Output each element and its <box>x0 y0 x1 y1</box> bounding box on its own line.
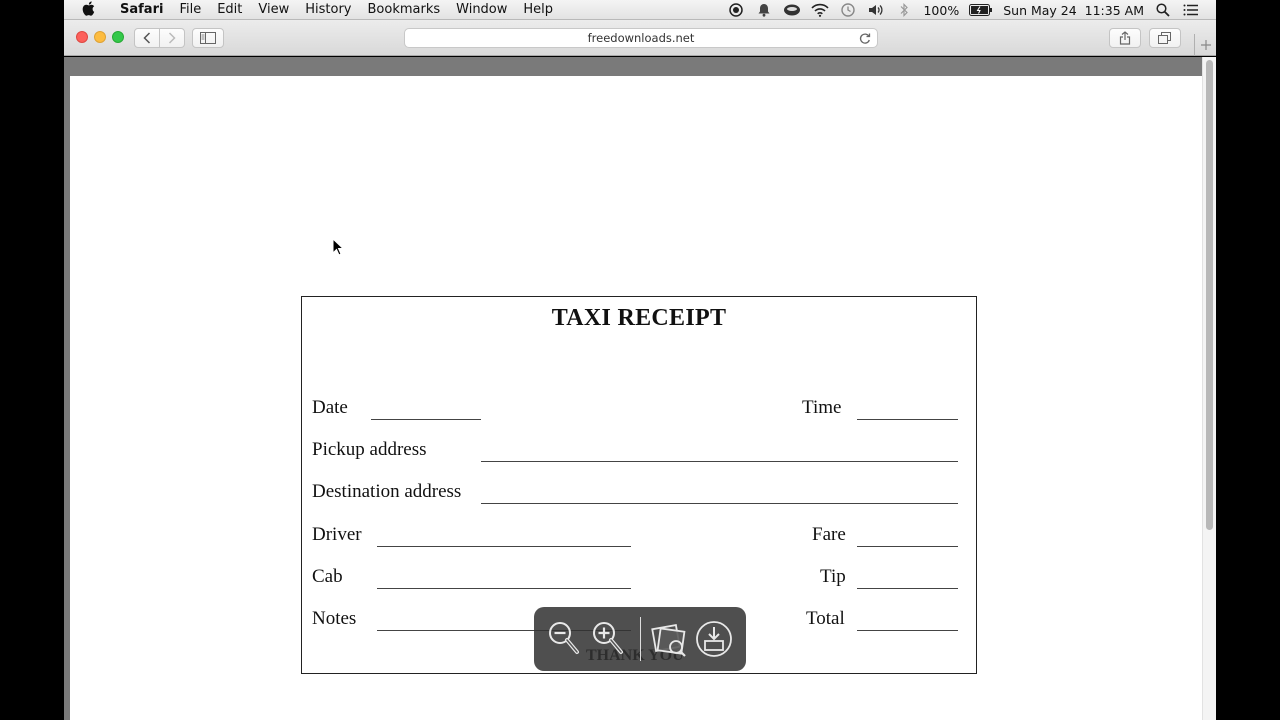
pdf-controls-hud <box>534 607 746 671</box>
chevron-right-icon <box>168 32 176 44</box>
url-text: freedownloads.net <box>587 31 695 45</box>
hud-divider <box>640 617 641 661</box>
notification-bell-icon[interactable] <box>755 1 773 19</box>
time-field[interactable] <box>857 419 958 420</box>
tip-field[interactable] <box>857 588 958 589</box>
tabs-icon <box>1158 32 1172 44</box>
vertical-scrollbar[interactable] <box>1202 57 1216 720</box>
cab-field[interactable] <box>377 588 631 589</box>
record-icon[interactable] <box>727 1 745 19</box>
new-tab-button[interactable] <box>1194 34 1216 56</box>
bluetooth-icon[interactable] <box>895 1 913 19</box>
driver-field[interactable] <box>377 546 631 547</box>
destination-address-field[interactable] <box>481 503 958 504</box>
menu-edit[interactable]: Edit <box>217 2 243 17</box>
pickup-address-field[interactable] <box>481 461 958 462</box>
scrollbar-thumb[interactable] <box>1206 60 1213 530</box>
forward-button[interactable] <box>159 28 185 48</box>
battery-icon[interactable] <box>969 1 993 19</box>
address-bar[interactable] <box>404 28 878 48</box>
total-label: Total <box>806 608 845 629</box>
reload-icon[interactable] <box>859 31 871 48</box>
spotlight-icon[interactable] <box>1154 1 1172 19</box>
plus-icon <box>1200 39 1212 51</box>
fare-field[interactable] <box>857 546 958 547</box>
tip-label: Tip <box>820 566 846 587</box>
mouse-cursor <box>332 238 344 260</box>
date-field[interactable] <box>371 419 481 420</box>
battery-percent: 100% <box>923 2 960 18</box>
cab-label: Cab <box>312 566 343 587</box>
zoom-in-icon[interactable] <box>588 619 628 659</box>
menu-help[interactable]: Help <box>523 2 554 17</box>
menu-bar <box>64 0 1216 20</box>
cloud-icon[interactable] <box>783 1 801 19</box>
window-fullscreen-button[interactable] <box>112 31 124 43</box>
time-machine-icon[interactable] <box>839 1 857 19</box>
wifi-icon[interactable] <box>811 1 829 19</box>
apple-menu-icon[interactable] <box>64 1 112 20</box>
time-label: Time <box>802 397 842 418</box>
zoom-out-icon[interactable] <box>544 619 584 659</box>
pickup-address-label: Pickup address <box>312 439 427 460</box>
notification-center-icon[interactable] <box>1182 1 1200 19</box>
destination-address-label: Destination address <box>312 481 462 502</box>
menu-view[interactable]: View <box>258 2 290 17</box>
clock[interactable]: Sun May 24 11:35 AM <box>1003 2 1144 18</box>
window-close-button[interactable] <box>76 31 88 43</box>
menu-history[interactable]: History <box>305 2 352 17</box>
volume-icon[interactable] <box>867 1 885 19</box>
menu-window[interactable]: Window <box>456 2 508 17</box>
sidebar-button[interactable] <box>192 28 224 48</box>
open-in-preview-icon[interactable] <box>650 619 690 659</box>
date-label: Date <box>312 397 348 418</box>
download-icon[interactable] <box>694 619 734 659</box>
sidebar-icon <box>200 32 216 44</box>
browser-toolbar <box>64 20 1216 56</box>
total-field[interactable] <box>857 630 958 631</box>
receipt-title: TAXI RECEIPT <box>551 305 727 331</box>
notes-label: Notes <box>312 608 357 629</box>
menu-safari[interactable]: Safari <box>120 2 164 17</box>
menu-file[interactable]: File <box>179 2 202 17</box>
share-icon <box>1119 31 1131 45</box>
show-all-tabs-button[interactable] <box>1149 28 1181 48</box>
window-minimize-button[interactable] <box>94 31 106 43</box>
back-button[interactable] <box>134 28 160 48</box>
driver-label: Driver <box>312 524 362 545</box>
share-button[interactable] <box>1109 28 1141 48</box>
menu-bookmarks[interactable]: Bookmarks <box>367 2 441 17</box>
fare-label: Fare <box>812 524 846 545</box>
chevron-left-icon <box>143 32 151 44</box>
